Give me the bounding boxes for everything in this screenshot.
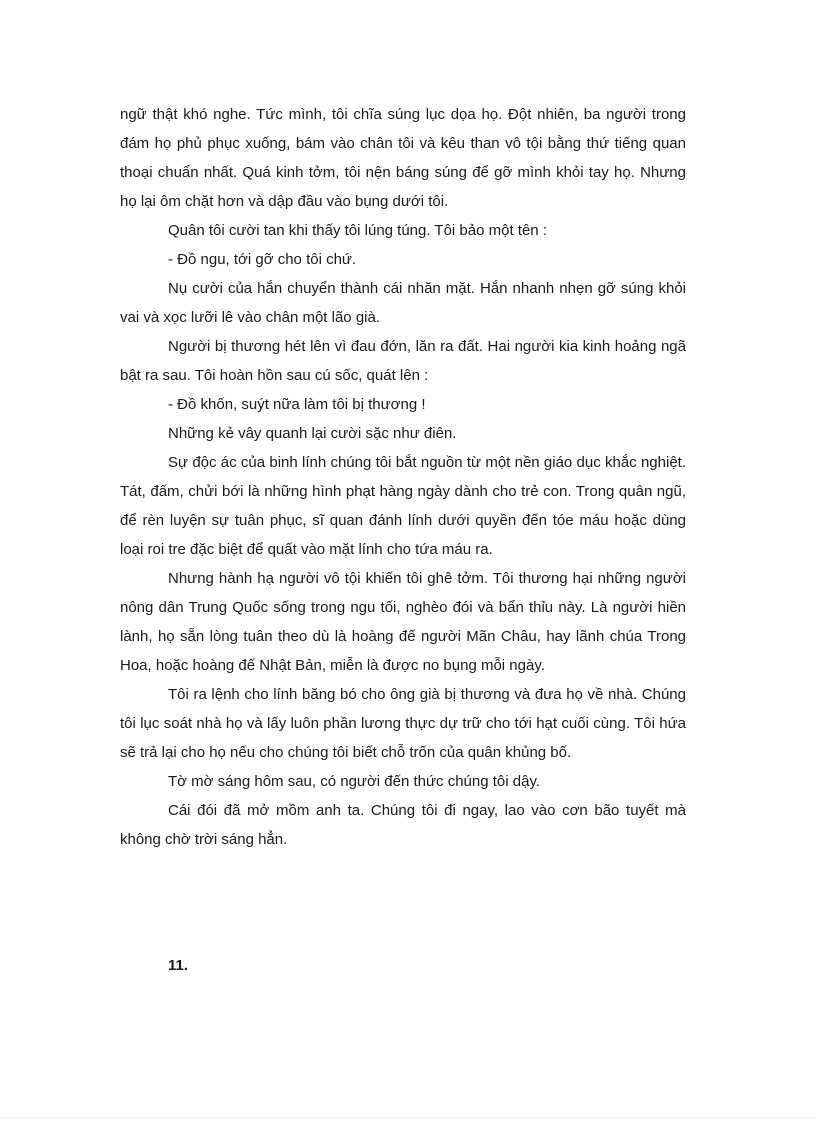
body-text	[120, 100, 686, 854]
paragraph: ngữ thật khó nghe. Tức mình, tôi chĩa súng lục dọa họ. Đột nhiên, ba người trong đám họ phủ phục xuống, bám vào chân tôi và kêu than vô tội bằng thứ tiếng quan thoại chuẩn nhất. Quá kinh tởm, tôi nện báng súng để gỡ mình khỏi tay họ. Nhưng họ lại ôm chặt hơn và dập đầu vào bụng dưới tôi.	[120, 106, 686, 210]
dialogue-line: - Đồ khốn, suýt nữa làm tôi bị thương !	[168, 396, 426, 413]
paragraph: Nụ cười của hắn chuyển thành cái nhăn mặt. Hắn nhanh nhẹn gỡ súng khỏi vai và xọc lưỡi lê vào chân một lão già.	[120, 280, 686, 326]
paragraph: Cái đói đã mở mồm anh ta. Chúng tôi đi ngay, lao vào cơn bão tuyết mà không chờ trời sáng hẳn.	[120, 802, 686, 848]
paragraph: Những kẻ vây quanh lại cười sặc như điên.	[168, 425, 457, 442]
paragraph: Nhưng hành hạ người vô tội khiến tôi ghê tởm. Tôi thương hại những người nông dân Trung Quốc sống trong ngu tối, nghèo đói và bẩn thỉu này. Là người hiền lành, họ sẵn lòng tuân theo dù là hoàng đế người Mãn Châu, hay lãnh chúa Trong Hoa, hoặc hoàng đế Nhật Bản, miễn là được no bụng mỗi ngày.	[120, 570, 686, 674]
paragraph: Sự độc ác của binh lính chúng tôi bắt nguồn từ một nền giáo dục khắc nghiệt. Tát, đấm, chửi bới là những hình phạt hàng ngày dành cho trẻ con. Trong quân ngũ, để rèn luyện sự tuân phục, sĩ quan đánh lính dưới quyền đến tóe máu hoặc dùng loại roi tre đặc biệt để quất vào mặt lính cho tứa máu ra.	[120, 454, 686, 558]
paragraph: Tôi ra lệnh cho lính băng bó cho ông già bị thương và đưa họ về nhà. Chúng tôi lục soát nhà họ và lấy luôn phần lương thực dự trữ cho tới hạt cuối cùng. Tôi hứa sẽ trả lại cho họ nếu cho chúng tôi biết chỗ trốn của quân khủng bố.	[120, 686, 686, 761]
paragraph: Người bị thương hét lên vì đau đớn, lăn ra đất. Hai người kia kinh hoảng ngã bật ra sau. Tôi hoàn hồn sau cú sốc, quát lên :	[120, 338, 686, 384]
paragraph: Quân tôi cười tan khi thấy tôi lúng túng. Tôi bảo một tên :	[168, 222, 547, 239]
dialogue-line: - Đồ ngu, tới gỡ cho tôi chứ.	[168, 251, 357, 268]
paragraph: Tờ mờ sáng hôm sau, có người đến thức chúng tôi dậy.	[168, 773, 540, 790]
section-heading: 11.	[168, 957, 189, 974]
page-bottom-edge	[0, 1117, 816, 1118]
